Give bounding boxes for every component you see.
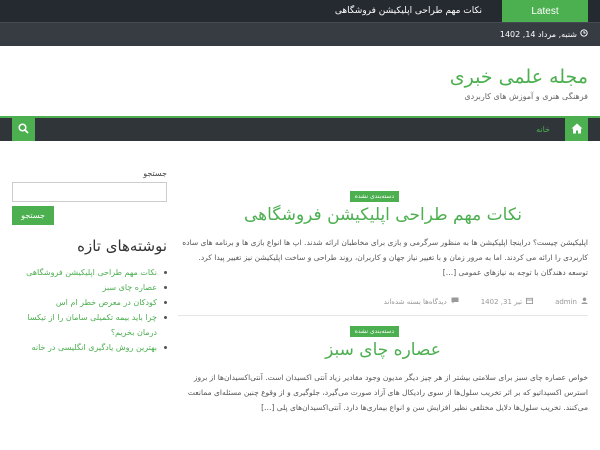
home-button[interactable] [565, 118, 588, 141]
site-tagline: فرهنگی هنری و آموزش های کاربردی [464, 92, 588, 101]
user-icon [581, 297, 588, 306]
author-meta[interactable] [555, 297, 588, 306]
recent-posts-title: نوشته‌های تازه [77, 237, 167, 255]
recent-post-link[interactable]: بهترین روش یادگیری انگلیسی در خانه [12, 340, 167, 355]
category-badge[interactable]: دسته‌بندی نشده [350, 191, 399, 202]
comments-meta [384, 297, 459, 306]
current-date [500, 23, 588, 47]
calendar-icon [526, 297, 533, 306]
author-name: admin [555, 297, 577, 306]
recent-post-link[interactable]: چرا باید بیمه تکمیلی سامان را از تیکسا درمان بخریم؟ [12, 310, 167, 340]
article-title[interactable]: نکات مهم طراحی اپلیکیشن فروشگاهی [244, 205, 522, 225]
article-excerpt: خواص عصاره چای سبز برای سلامتی بیشتر از هر چیز دیگر مدیون وجود مقادیر زیاد آنتی اکسیدان است. آنتی‌اکسیدان‌ها از بروز استرس اکسیداتیو که بر اثر تخریب سلول‌ها از سوی رادیکال های آزاد صورت می‌گیرد، جلوگیری و از وقوع چنین مسئله‌ای ممانعت می‌کنند. تخریب سلول‌ها دلایل مختلفی نظیر افزایش سن و انواع بیماری‌ها دارد. آنتی‌اکسیدان‌های پلی […] [187, 373, 588, 412]
main-nav [0, 116, 600, 141]
search-submit-button[interactable]: جستجو [12, 206, 54, 225]
article-excerpt: اپلیکیشن چیست؟ دراینجا اپلیکیشن ها به منظور سرگرمی و بازی برای مخاطبان ارائه شدند. اپ ها انواع بازی ها و برنامه های ساده کاربردی را ارائه می کردند. اما به مرور زمان و با تغییر نیاز جهان و کاربران، روند طراحی و ساخت اپلیکیشن نیز تغییر پیدا کرد. توسعه دهندگان با توجه به نیازهای عمومی […] [182, 238, 588, 277]
date-meta[interactable] [481, 297, 533, 306]
category-badge[interactable]: دسته‌بندی نشده [350, 326, 399, 337]
date-text: شنبه, مرداد 14, 1402 [499, 30, 577, 39]
search-toggle-button[interactable] [12, 118, 35, 141]
recent-post-link[interactable]: نکات مهم طراحی اپلیکیشن فروشگاهی [12, 265, 167, 280]
ticker-bar [0, 0, 600, 22]
comment-icon [451, 297, 459, 306]
search-widget-label: جستجو [143, 169, 167, 178]
article-meta [178, 297, 588, 306]
clock-icon [580, 23, 588, 47]
main-content [0, 141, 600, 450]
article-divider [178, 315, 588, 316]
latest-label: Latest [502, 0, 588, 22]
site-header [0, 46, 600, 116]
comments-status: دیدگاه‌ها بسته شده‌اند [383, 297, 447, 306]
date-bar [0, 22, 600, 46]
site-title[interactable]: مجله علمی خبری [449, 66, 588, 88]
ticker-headline[interactable]: نکات مهم طراحی اپلیکیشن فروشگاهی [334, 6, 482, 16]
recent-post-link[interactable]: عصاره چای سبز [12, 280, 167, 295]
article-title[interactable]: عصاره چای سبز [325, 340, 441, 360]
nav-item-home[interactable]: خانه [536, 125, 550, 134]
search-icon [18, 123, 29, 137]
recent-posts-list [12, 265, 167, 355]
recent-post-link[interactable]: کودکان در معرض خطر ام اس [12, 295, 167, 310]
sidebar [12, 169, 167, 355]
home-icon [571, 123, 583, 137]
search-input[interactable] [12, 182, 167, 202]
post-date: تیر 31, 1402 [480, 297, 523, 306]
